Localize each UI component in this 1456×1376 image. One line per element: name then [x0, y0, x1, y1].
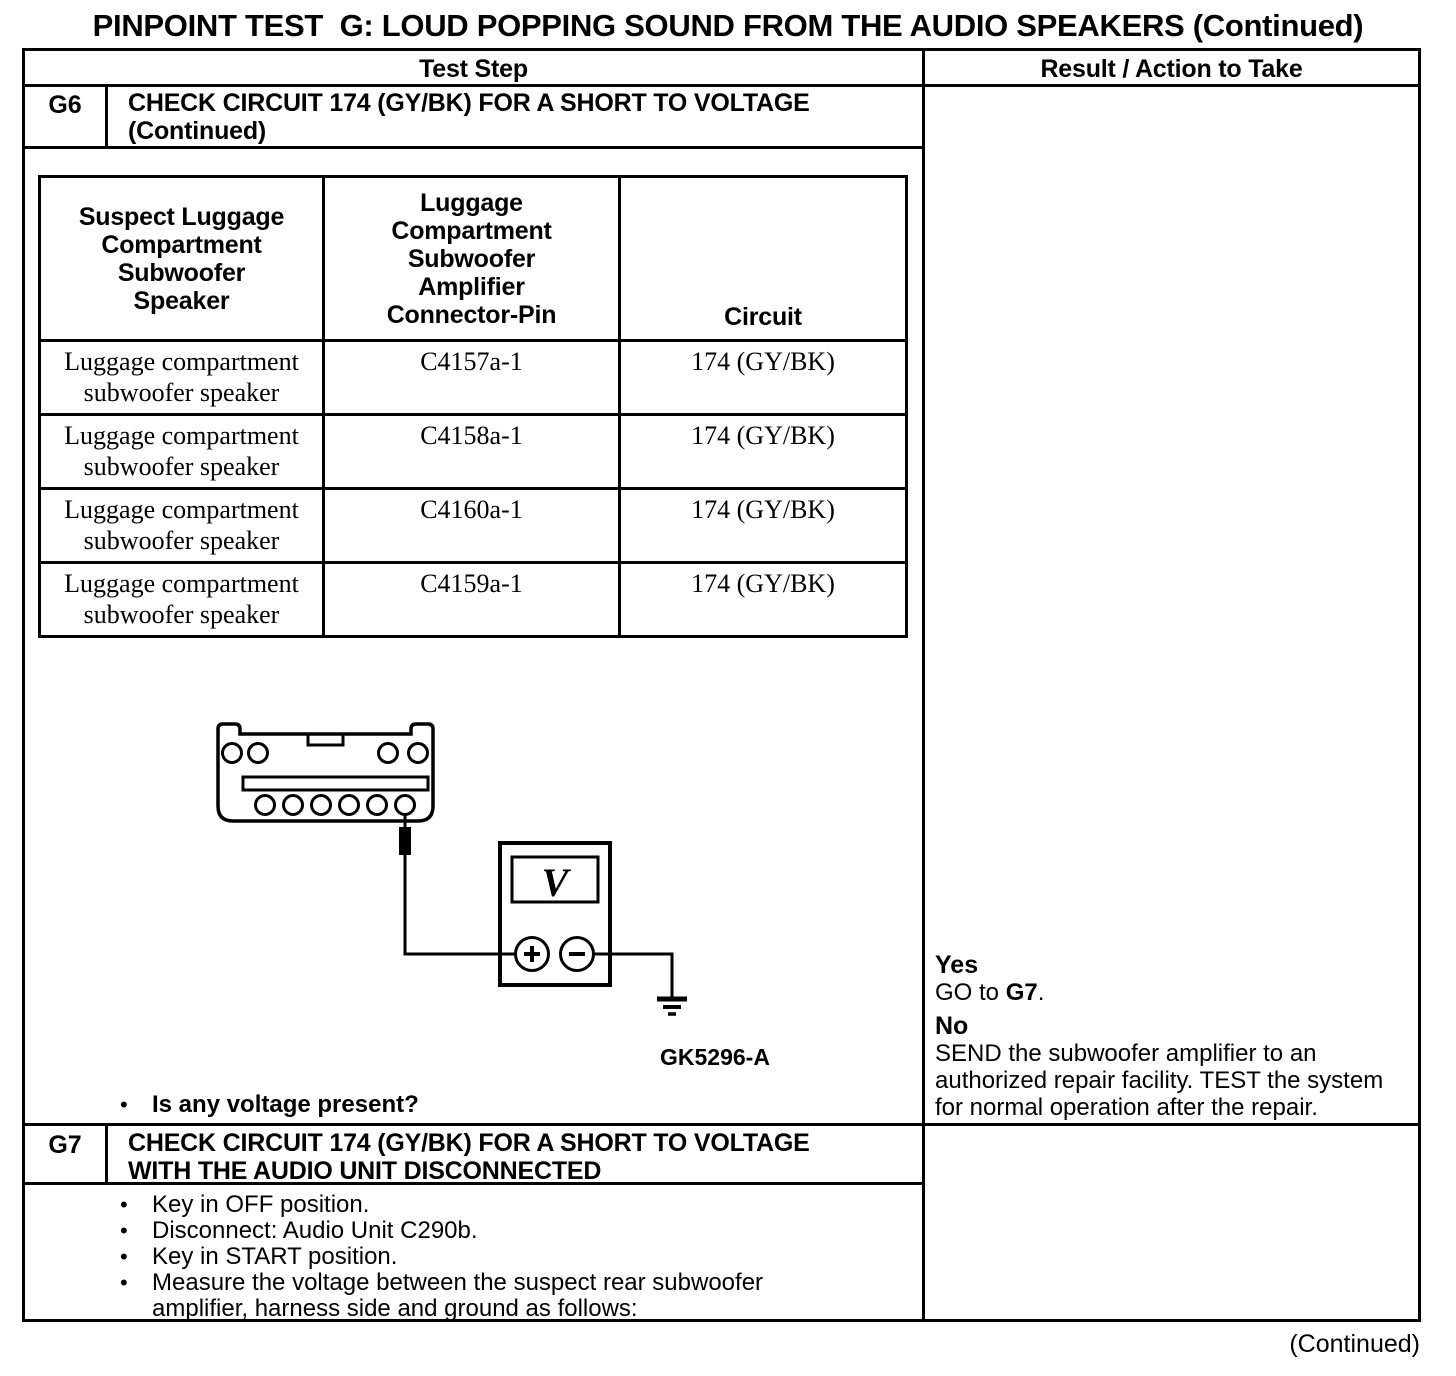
yes-label: Yes: [935, 951, 979, 979]
step-id-g7: G7: [48, 1131, 82, 1159]
voltmeter-v-symbol: V: [541, 860, 569, 905]
test-probe-icon: [399, 827, 411, 855]
pin-cell: C4158a-1: [324, 415, 620, 489]
page-title: PINPOINT TEST G: LOUD POPPING SOUND FROM THE AUDIO SPEAKERS (Continued): [92, 8, 1364, 43]
g7-id-divider-line: [105, 1123, 108, 1185]
g6-question-row: [120, 1091, 419, 1119]
yes-action-prefix: GO to: [935, 979, 1006, 1006]
list-item: [120, 1218, 807, 1244]
step-text: Key in OFF position.: [152, 1191, 370, 1218]
speaker-cell: Luggage compartment subwoofer speaker: [40, 415, 324, 489]
circuit-cell: 174 (GY/BK): [620, 489, 907, 563]
yes-action: [935, 979, 1417, 1006]
list-item: [120, 1244, 807, 1270]
g7-title-line-2: WITH THE AUDIO UNIT DISCONNECTED: [128, 1157, 602, 1185]
table-row: [40, 341, 907, 415]
table-row: [40, 563, 907, 637]
circuit-cell: 174 (GY/BK): [620, 563, 907, 637]
circuit-cell: 174 (GY/BK): [620, 415, 907, 489]
pin-table-header-connector-pin: Luggage Compartment Subwoofer Amplifier Connector-Pin: [324, 177, 620, 341]
yes-action-suffix: .: [1037, 979, 1045, 1006]
step-text: Measure the voltage between the suspect rear subwoofer amplifier, harness side and ground as follows:: [152, 1269, 764, 1322]
speaker-cell: Luggage compartment subwoofer speaker: [40, 489, 324, 563]
voltage-test-hookup-figure: [180, 700, 740, 1040]
bullet-icon: •: [120, 1092, 128, 1117]
speaker-cell: Luggage compartment subwoofer speaker: [40, 563, 324, 637]
connector-icon: [218, 724, 433, 821]
column-divider-line: [922, 51, 925, 1319]
g7-steps: [120, 1192, 807, 1322]
pin-table-header-speaker: Suspect Luggage Compartment Subwoofer Speaker: [40, 177, 324, 341]
pin-circuit-table: [38, 175, 908, 638]
circuit-cell: 174 (GY/BK): [620, 341, 907, 415]
pin-table-header-row: [40, 177, 907, 341]
pin-cell: C4159a-1: [324, 563, 620, 637]
g6-result-actions: [935, 952, 1417, 1121]
header-divider-line: [25, 84, 1418, 87]
footer-continued: (Continued): [1289, 1330, 1420, 1358]
step-text: Key in START position.: [152, 1243, 398, 1270]
pin-cell: C4157a-1: [324, 341, 620, 415]
ground-symbol-icon: [657, 999, 687, 1014]
bullet-icon: •: [120, 1270, 128, 1295]
no-label: No: [935, 1012, 969, 1040]
g7-title-line-1: CHECK CIRCUIT 174 (GY/BK) FOR A SHORT TO VOLTAGE: [128, 1129, 810, 1157]
bullet-icon: •: [120, 1218, 128, 1243]
table-row: [40, 415, 907, 489]
g6-step-title: [128, 89, 810, 145]
step-text: Disconnect: Audio Unit C290b.: [152, 1217, 478, 1244]
pin-cell: C4160a-1: [324, 489, 620, 563]
g6-question-text: Is any voltage present?: [152, 1091, 419, 1118]
step-id-g6: G6: [48, 91, 82, 119]
column-header-test-step: Test Step: [419, 55, 528, 83]
list-item: [120, 1270, 807, 1322]
column-header-result-action: Result / Action to Take: [1040, 55, 1303, 83]
speaker-cell: Luggage compartment subwoofer speaker: [40, 341, 324, 415]
list-item: [120, 1192, 807, 1218]
g6-id-divider-line: [105, 84, 108, 149]
g6-header-bottom-line: [25, 146, 925, 149]
pinpoint-test-table: [22, 48, 1421, 1322]
g6-title-line-1: CHECK CIRCUIT 174 (GY/BK) FOR A SHORT TO VOLTAGE: [128, 89, 810, 117]
no-action: SEND the subwoofer amplifier to an authorized repair facility. TEST the system for normal operation after the repair.: [935, 1040, 1384, 1121]
table-row: [40, 489, 907, 563]
bullet-icon: •: [120, 1192, 128, 1217]
yes-action-target-step: G7: [1005, 979, 1038, 1006]
g7-step-title: [128, 1129, 810, 1185]
pin-table-header-circuit: Circuit: [620, 177, 907, 341]
g6-g7-divider-line: [25, 1123, 1418, 1126]
bullet-icon: •: [120, 1244, 128, 1269]
g6-title-line-2: (Continued): [128, 117, 267, 145]
figure-label: GK5296-A: [660, 1044, 770, 1070]
